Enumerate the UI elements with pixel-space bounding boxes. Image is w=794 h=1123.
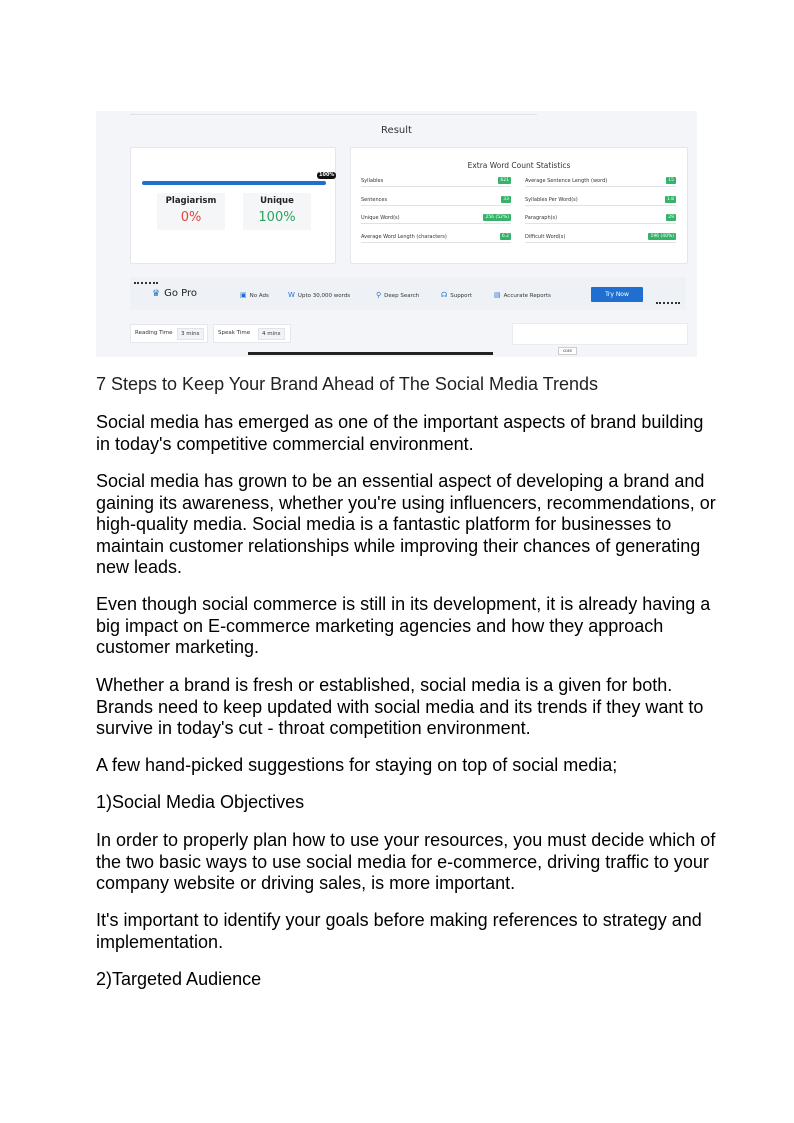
feature-no-ads	[240, 291, 269, 299]
unique-label: Unique	[260, 196, 294, 206]
stat-value: 196 (40%)	[650, 234, 674, 239]
unique-metric	[243, 193, 311, 230]
decorative-dots	[656, 302, 680, 306]
plagiarism-card	[130, 147, 336, 264]
scrollbar[interactable]	[248, 352, 493, 355]
feature-label: Accurate Reports	[503, 293, 551, 299]
stat-label: Difficult Word(s)	[525, 234, 566, 240]
stat-label: Unique Word(s)	[361, 215, 400, 221]
divider	[130, 114, 537, 115]
feature-support	[441, 291, 472, 299]
reading-time	[130, 324, 208, 343]
speak-time	[213, 324, 291, 343]
feature-label: Deep Search	[384, 293, 420, 299]
try-now-button[interactable]: Try Now	[591, 287, 643, 302]
stat-value: 6.2	[501, 234, 509, 239]
unique-value: 100%	[258, 210, 296, 225]
no-ads-icon: ▣	[240, 291, 247, 299]
stat-paragraphs	[525, 213, 676, 224]
plagiarism-value: 0%	[180, 210, 202, 225]
output-box	[512, 323, 688, 345]
progress-bar	[142, 181, 326, 185]
stat-difficult-words	[525, 232, 676, 243]
feature-label: Support	[450, 293, 472, 299]
result-title: Result	[381, 125, 412, 136]
paragraph: Even though social commerce is still in its development, it is already having a big impact on E-commerce marketing agencies and how they approach customer marketing.	[96, 594, 711, 657]
article-heading: 7 Steps to Keep Your Brand Ahead of The Social Media Trends	[96, 374, 599, 394]
stat-label: Average Sentence Length (word)	[525, 178, 608, 184]
stat-syllables	[361, 176, 511, 187]
paragraph: It's important to identify your goals before making references to strategy and implementation.	[96, 910, 702, 952]
crown-icon: ♛	[152, 289, 161, 299]
reading-time-value: 3 mins	[177, 328, 204, 340]
paragraph: A few hand-picked suggestions for staying on top of social media;	[96, 755, 618, 775]
go-pro-label: Go Pro	[164, 288, 197, 299]
stat-value: 15	[668, 178, 674, 183]
word-stats-card	[350, 147, 688, 264]
feature-reports	[494, 291, 551, 299]
result-screenshot	[96, 111, 697, 357]
subheading: 1)Social Media Objectives	[96, 792, 305, 812]
stat-value: 1.8	[666, 197, 674, 202]
stat-syllables-per-word	[525, 195, 676, 206]
headset-icon: ☊	[441, 291, 448, 299]
paragraph: Social media has emerged as one of the important aspects of brand building in today's competitive commercial environment.	[96, 412, 704, 454]
progress-badge: 100%	[319, 172, 335, 178]
feature-label: No Ads	[249, 293, 269, 299]
stat-label: Syllables	[361, 178, 384, 184]
feature-deep-search	[376, 291, 419, 299]
stat-value: 29	[668, 215, 674, 220]
stat-sentences	[361, 195, 511, 206]
small-badge: CDEE	[558, 347, 577, 355]
stat-label: Sentences	[361, 197, 388, 203]
plagiarism-label: Plagiarism	[165, 196, 217, 206]
paragraph: Whether a brand is fresh or established, social media is a given for both. Brands need to keep updated with social media and its trends if they want to survive in today's cut - throat competition environment.	[96, 675, 704, 738]
stats-title: Extra Word Count Statistics	[467, 161, 571, 170]
go-pro-banner	[130, 277, 686, 310]
stat-unique-words	[361, 213, 511, 224]
search-icon: ⚲	[376, 291, 382, 299]
feature-words	[288, 291, 350, 299]
stat-value: 256 (52%)	[485, 215, 509, 220]
subheading: 2)Targeted Audience	[96, 969, 262, 989]
stat-avg-sentence-length	[525, 176, 676, 187]
word-icon: W	[288, 291, 295, 299]
stat-label: Syllables Per Word(s)	[525, 197, 578, 203]
report-icon: ▤	[494, 291, 501, 299]
paragraph: Social media has grown to be an essential aspect of developing a brand and gaining its awareness, whether you're using influencers, recommendations, or high-quality media. Social media is a fantastic platform for businesses to maintain customer relationships while improving their chances of generating new leads.	[96, 471, 716, 577]
stat-label: Paragraph(s)	[525, 215, 558, 221]
reading-time-label: Reading Time	[135, 330, 173, 336]
plagiarism-metric	[157, 193, 225, 230]
stat-avg-word-length	[361, 232, 511, 243]
decorative-dots	[134, 282, 158, 286]
feature-label: Upto 30,000 words	[297, 293, 351, 299]
go-pro-title	[152, 288, 197, 299]
paragraph: In order to properly plan how to use your resources, you must decide which of the two basic ways to use social media for e-commerce, driving traffic to your company website or driving sales, is more important.	[96, 830, 716, 893]
stat-value: 33	[503, 197, 509, 202]
speak-time-label: Speak Time	[218, 330, 251, 336]
stat-label: Average Word Length (characters)	[361, 234, 447, 240]
stat-value: 621	[500, 178, 509, 183]
speak-time-value: 4 mins	[258, 328, 285, 340]
